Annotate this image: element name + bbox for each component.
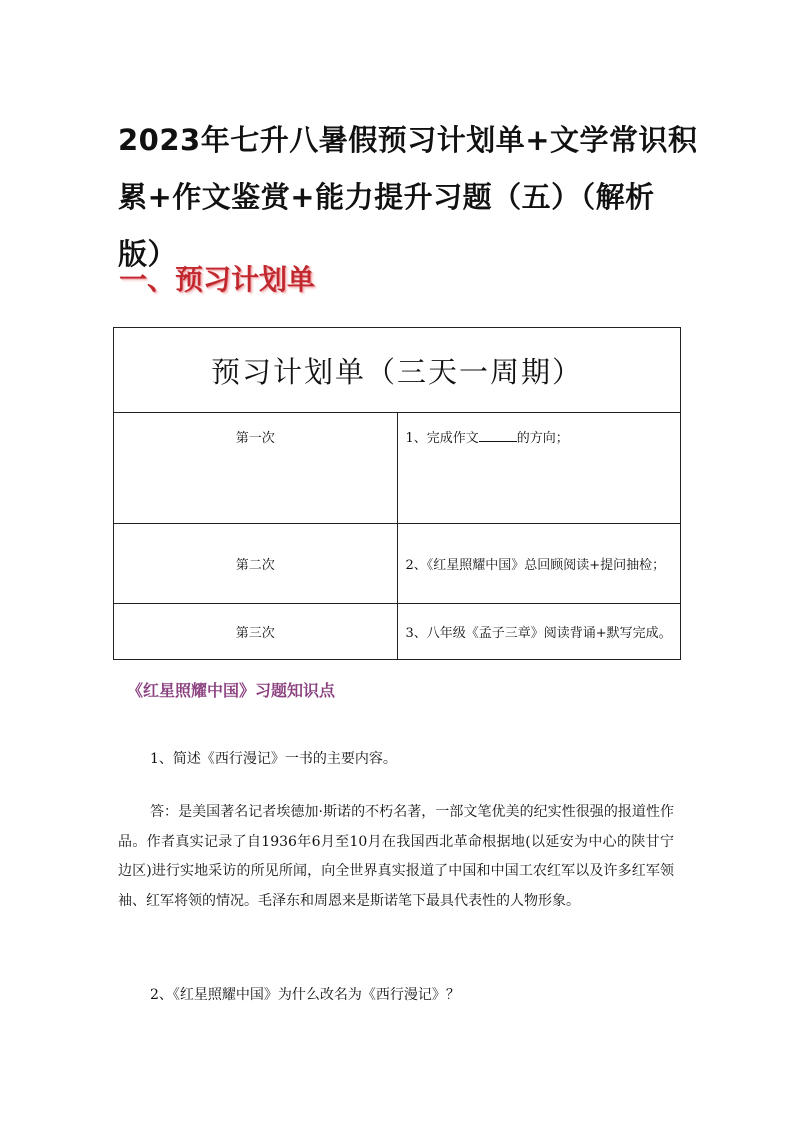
row-content [397,413,681,524]
row-label: 第一次 [114,413,398,524]
question-1: 1、简述《西行漫记》一书的主要内容。 [150,751,397,767]
table-row [114,604,681,660]
row-label: 第二次 [114,524,398,604]
page-title: 2023年七升八暑假预习计划单+文学常识积累+作文鉴赏+能力提升习题（五）（解析版） [118,123,698,271]
section-heading-plan: 一、预习计划单 [119,263,316,296]
row-content-after: 的方向； [516,431,569,446]
row-content: 3、八年级《孟子三章》阅读背诵+默写完成。 [397,604,681,660]
table-row [114,524,681,604]
row-label: 第三次 [114,604,398,660]
plan-table-header: 预习计划单（三天一周期） [114,328,681,413]
fill-blank [479,429,517,442]
row-content: 2、《红星照耀中国》总回顾阅读+提问抽检； [397,524,681,604]
plan-table [113,327,681,660]
knowledge-points-heading: 《红星照耀中国》习题知识点 [127,681,336,700]
answer-1: 答：是美国著名记者埃德加·斯诺的不朽名著，一部文笔优美的纪实性很强的报道性作品。作者真实记录了自1936年6月至10月在我国西北革命根据地(以延安为中心的陕甘宁边区)进行实地采访的所见所闻，向全世界真实报道了中国和中国工农红军以及许多红军领袖、红军将领的情况。毛泽东和周恩来是斯诺笔下最具代表性的人物形象。 [118,804,674,909]
row-content-before: 1、完成作文 [405,431,479,446]
table-row [114,413,681,524]
question-2: 2、《红星照耀中国》为什么改名为《西行漫记》？ [150,987,460,1003]
